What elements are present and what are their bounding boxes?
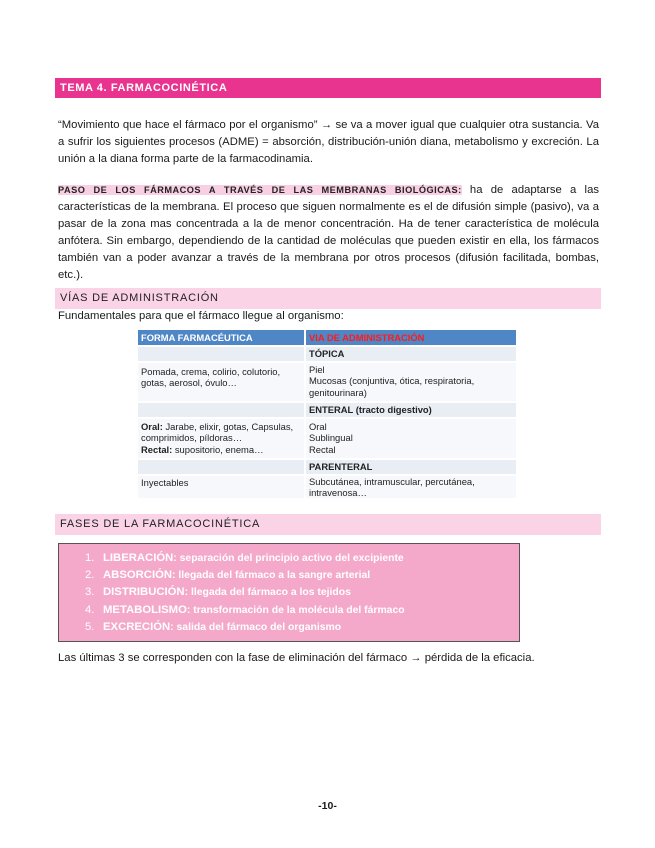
cell-parenteral-forms: Inyectables [138,476,304,498]
membranes-paragraph [58,182,599,284]
list-item: 2. ABSORCIÓN: llegada del fármaco a la sangre arterial [85,569,371,582]
phases-closing: Las últimas 3 se corresponden con la fase de eliminación del fármaco → pérdida de la eficacia. [58,652,535,664]
table-header-row [138,330,516,345]
membranes-lead: PASO DE LOS FÁRMACOS A TRAVÉS DE LAS MEMBRANAS BIOLÓGICAS: [58,185,462,195]
intro-paragraph: “Movimiento que hace el fármaco por el organismo” → se va a mover igual que cualquier otra sustancia. Va a sufrir los siguientes procesos (ADME) = absorción, distribución-unión diana, metabolismo y excreción. La unión a la diana forma parte de la farmacodinamia. [58,119,599,165]
phases-list [85,550,405,636]
chapter-title: TEMA 4. FARMACOCINÉTICA [55,78,601,98]
table-row-parenteral [138,476,516,498]
list-item: 5. EXCRECIÓN: salida del fármaco del organismo [85,620,342,633]
cell-enteral-vias: Oral Sublingual Rectal [306,419,516,458]
table-row-parenteral-category [138,460,516,474]
cell-topica-vias: Piel Mucosas (conjuntiva, ótica, respiratoria, genitourinara) [306,363,516,401]
phases-box [58,543,520,642]
vias-intro: Fundamentales para que el fármaco llegue al organismo: [58,310,344,322]
table-row-topica [138,363,516,401]
cell-parenteral-vias: Subcutánea, intramuscular, percutánea, intravenosa… [306,476,516,498]
table-row-topica-category [138,347,516,361]
section-heading-vias: VÍAS DE ADMINISTRACIÓN [55,288,601,309]
header-via: VIA DE ADMINISTRACIÓN [306,330,516,345]
table-row-enteral-category [138,403,516,417]
table-row-enteral [138,419,516,458]
header-forma: FORMA FARMACÉUTICA [138,330,304,345]
membranes-text: ha de adaptarse a las características de la membrana. El proceso que siguen normalmente es el de difusión simple (pasivo), va a pasar de la zona mas concentrada a la de menor concentración. Ha de tener característica de molécula anfótera. Sin embargo, dependiendo de la cantidad de moléculas que pueden existir en ella, los fármacos también van a poder avanzar a través de la membrana por otros procesos (difusión facilitada, bombas, etc.). [58,184,599,281]
page-number: -10- [318,800,337,812]
list-item: 3. DISTRIBUCIÓN: llegada del fármaco a los tejidos [85,586,351,599]
category-enteral: ENTERAL (tracto digestivo) [306,403,516,417]
cell-topica-forms: Pomada, crema, colirio, colutorio, gotas, aerosol, óvulo… [138,363,304,401]
cell-enteral-forms: Oral: Jarabe, elixir, gotas, Capsulas, comprimidos, píldoras… Rectal: supositorio, enema… [138,419,304,458]
administration-table [138,330,516,498]
list-item: 1. LIBERACIÓN: separación del principio activo del excipiente [85,552,404,564]
section-heading-fases: FASES DE LA FARMACOCINÉTICA [55,514,601,535]
category-parenteral: PARENTERAL [306,460,516,474]
category-topica: TÓPICA [306,347,516,361]
list-item: 4. METABOLISMO: transformación de la molécula del fármaco [85,603,405,616]
